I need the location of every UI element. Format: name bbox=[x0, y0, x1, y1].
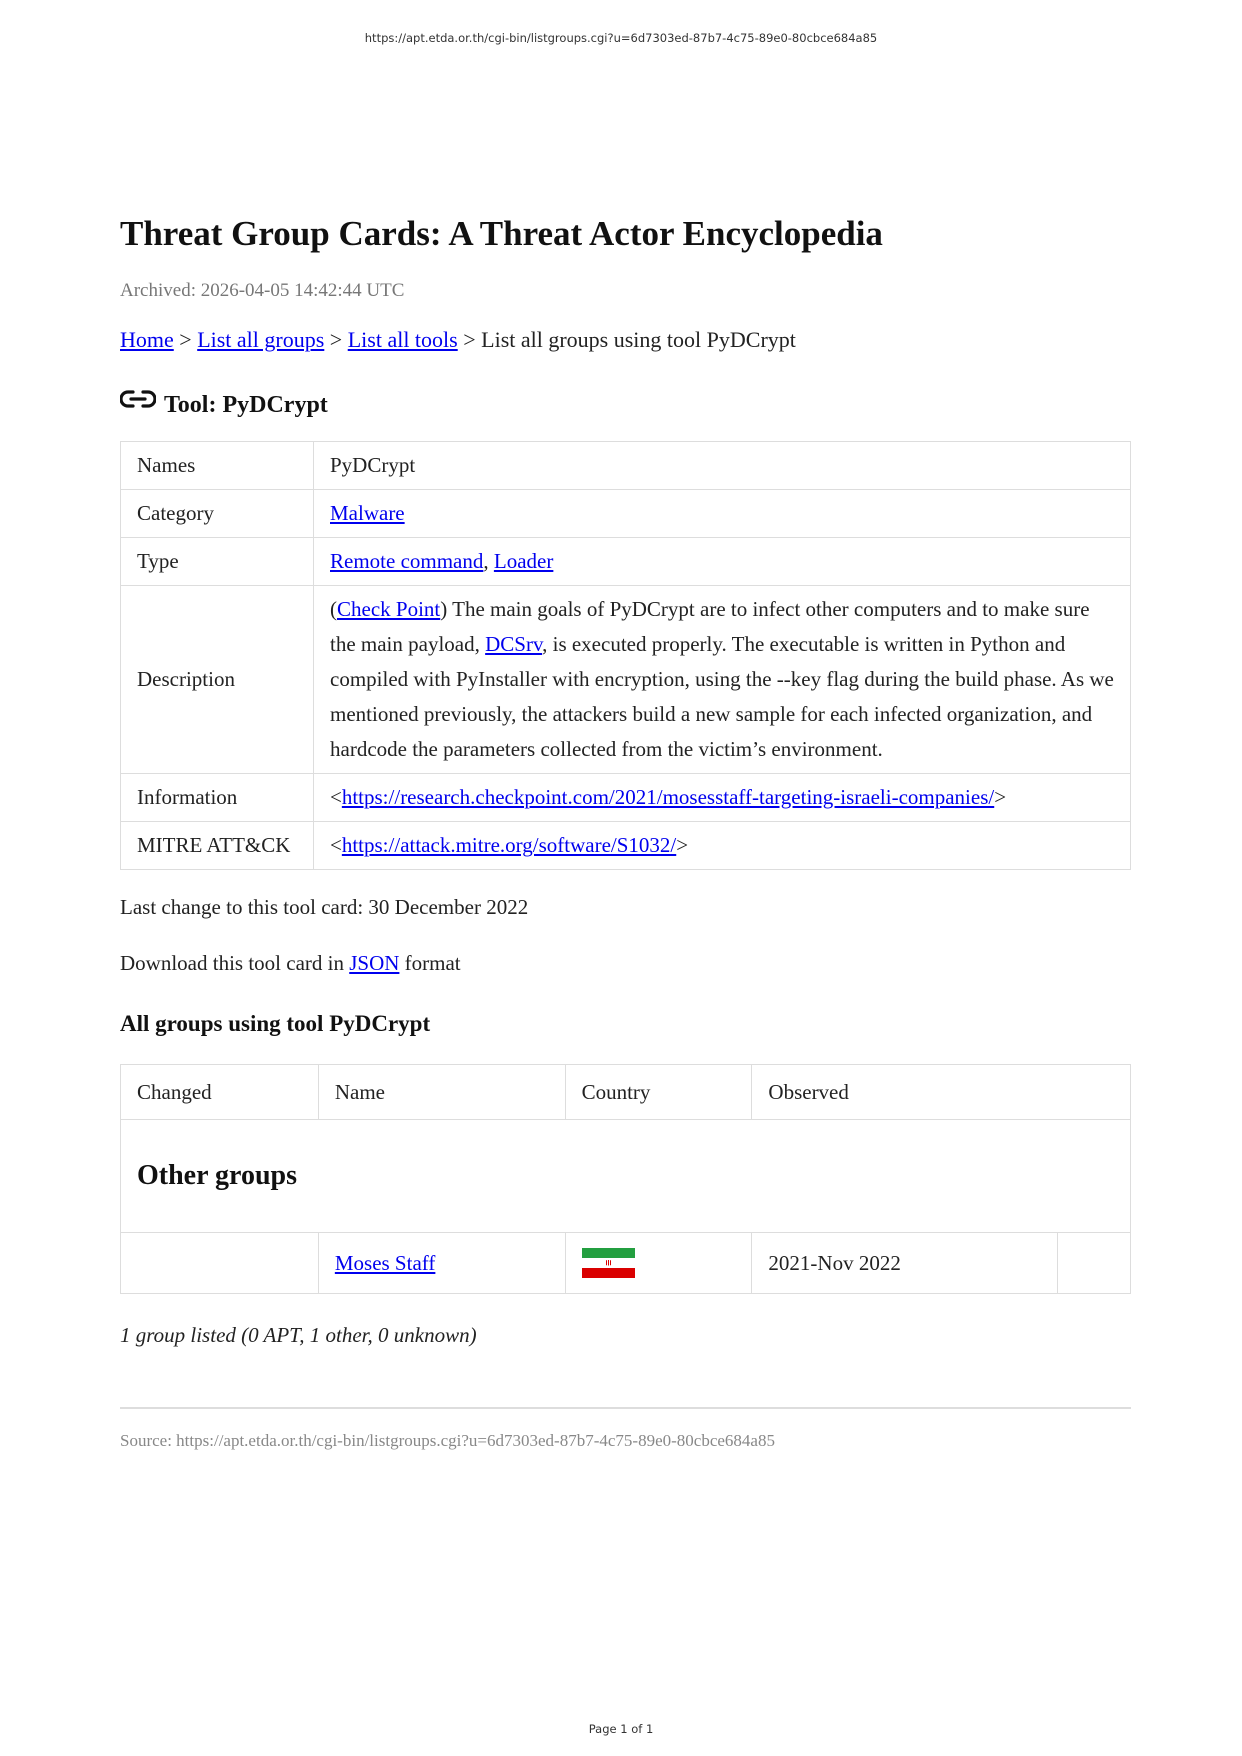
json-download-link[interactable]: JSON bbox=[349, 951, 400, 975]
description-text: , is executed properly. The executable is written in Python and compiled with PyInstaller with encryption, using the --key flag during the build phase. As we mentioned previously, the attackers build a new sample for each infected organization, and hardcode the parameters collected from the victim’s environment. bbox=[330, 632, 1114, 761]
type-cell bbox=[314, 538, 1131, 586]
angle-close: > bbox=[994, 785, 1007, 809]
page-content bbox=[120, 210, 1131, 1451]
description-label: Description bbox=[121, 586, 314, 774]
table-row bbox=[121, 1233, 1131, 1294]
type-separator: , bbox=[483, 549, 489, 573]
section-heading-other-groups: Other groups bbox=[121, 1120, 1131, 1233]
column-header-changed: Changed bbox=[121, 1065, 319, 1120]
table-row bbox=[121, 490, 1131, 538]
category-label: Category bbox=[121, 490, 314, 538]
page-title: Threat Group Cards: A Threat Actor Encyclopedia bbox=[120, 214, 883, 253]
tool-heading bbox=[120, 385, 1131, 425]
description-open-paren: ( bbox=[330, 597, 337, 621]
archived-timestamp: Archived: 2026-04-05 14:42:44 UTC bbox=[120, 280, 405, 301]
country-cell bbox=[565, 1233, 752, 1294]
information-label: Information bbox=[121, 774, 314, 822]
changed-cell bbox=[121, 1233, 319, 1294]
breadcrumb-tools-link[interactable]: List all tools bbox=[347, 327, 458, 352]
table-row bbox=[121, 586, 1131, 774]
groups-summary: 1 group listed (0 APT, 1 other, 0 unknown) bbox=[120, 1323, 477, 1347]
breadcrumb-separator: > bbox=[329, 327, 343, 352]
observed-cell: 2021-Nov 2022 bbox=[752, 1233, 1058, 1294]
angle-open: < bbox=[330, 785, 342, 809]
names-value: PyDCrypt bbox=[314, 442, 1131, 490]
check-point-link[interactable]: Check Point bbox=[337, 597, 441, 621]
groups-heading: All groups using tool PyDCrypt bbox=[120, 1011, 431, 1036]
description-cell bbox=[314, 586, 1131, 774]
breadcrumb-separator: > bbox=[463, 327, 476, 352]
mitre-link[interactable]: https://attack.mitre.org/software/S1032/ bbox=[341, 833, 677, 857]
category-cell bbox=[314, 490, 1131, 538]
download-line bbox=[120, 948, 1131, 978]
link-icon bbox=[120, 387, 156, 411]
description-text: ) The main goals of PyDCrypt are to infect other computers and to make sure the main payload, bbox=[330, 597, 1090, 656]
name-cell bbox=[318, 1233, 565, 1294]
tool-title: Tool: PyDCrypt bbox=[164, 391, 328, 418]
source-url: Source: https://apt.etda.or.th/cgi-bin/listgroups.cgi?u=6d7303ed-87b7-4c75-89e0-80cbce684a85 bbox=[120, 1431, 775, 1450]
mitre-label: MITRE ATT&CK bbox=[121, 822, 314, 870]
column-header-country: Country bbox=[565, 1065, 752, 1120]
information-link[interactable]: https://research.checkpoint.com/2021/mosesstaff-targeting-israeli-companies/ bbox=[341, 785, 995, 809]
breadcrumb-current: List all groups using tool PyDCrypt bbox=[481, 327, 796, 352]
column-header-observed: Observed bbox=[752, 1065, 1131, 1120]
category-link[interactable]: Malware bbox=[330, 501, 405, 525]
group-link-moses-staff[interactable]: Moses Staff bbox=[334, 1250, 436, 1275]
table-row bbox=[121, 442, 1131, 490]
column-header-name: Name bbox=[318, 1065, 565, 1120]
empty-cell bbox=[1058, 1233, 1131, 1294]
breadcrumb-groups-link[interactable]: List all groups bbox=[197, 327, 325, 352]
groups-table bbox=[120, 1064, 1131, 1294]
breadcrumb bbox=[120, 325, 1131, 355]
tool-card-table bbox=[120, 441, 1131, 870]
print-header-url: https://apt.etda.or.th/cgi-bin/listgroups.cgi?u=6d7303ed-87b7-4c75-89e0-80cbce684a85 bbox=[364, 31, 878, 45]
download-prefix: Download this tool card in bbox=[120, 951, 344, 975]
type-remote-command-link[interactable]: Remote command bbox=[330, 549, 484, 573]
download-suffix: format bbox=[404, 951, 461, 975]
table-header-row bbox=[121, 1065, 1131, 1120]
divider bbox=[120, 1407, 1131, 1409]
names-label: Names bbox=[121, 442, 314, 490]
type-label: Type bbox=[121, 538, 314, 586]
breadcrumb-home-link[interactable]: Home bbox=[120, 327, 174, 352]
table-row bbox=[121, 822, 1131, 870]
angle-close: > bbox=[676, 833, 689, 857]
type-loader-link[interactable]: Loader bbox=[493, 549, 554, 573]
table-row bbox=[121, 774, 1131, 822]
mitre-cell bbox=[314, 822, 1131, 870]
section-row bbox=[121, 1120, 1131, 1233]
table-row bbox=[121, 538, 1131, 586]
last-change: Last change to this tool card: 30 December 2022 bbox=[120, 895, 529, 919]
page-number: Page 1 of 1 bbox=[588, 1722, 654, 1736]
angle-open: < bbox=[330, 833, 342, 857]
iran-flag-icon bbox=[582, 1248, 635, 1278]
information-cell bbox=[314, 774, 1131, 822]
dcsrv-link[interactable]: DCSrv bbox=[485, 632, 543, 656]
breadcrumb-separator: > bbox=[179, 327, 192, 352]
